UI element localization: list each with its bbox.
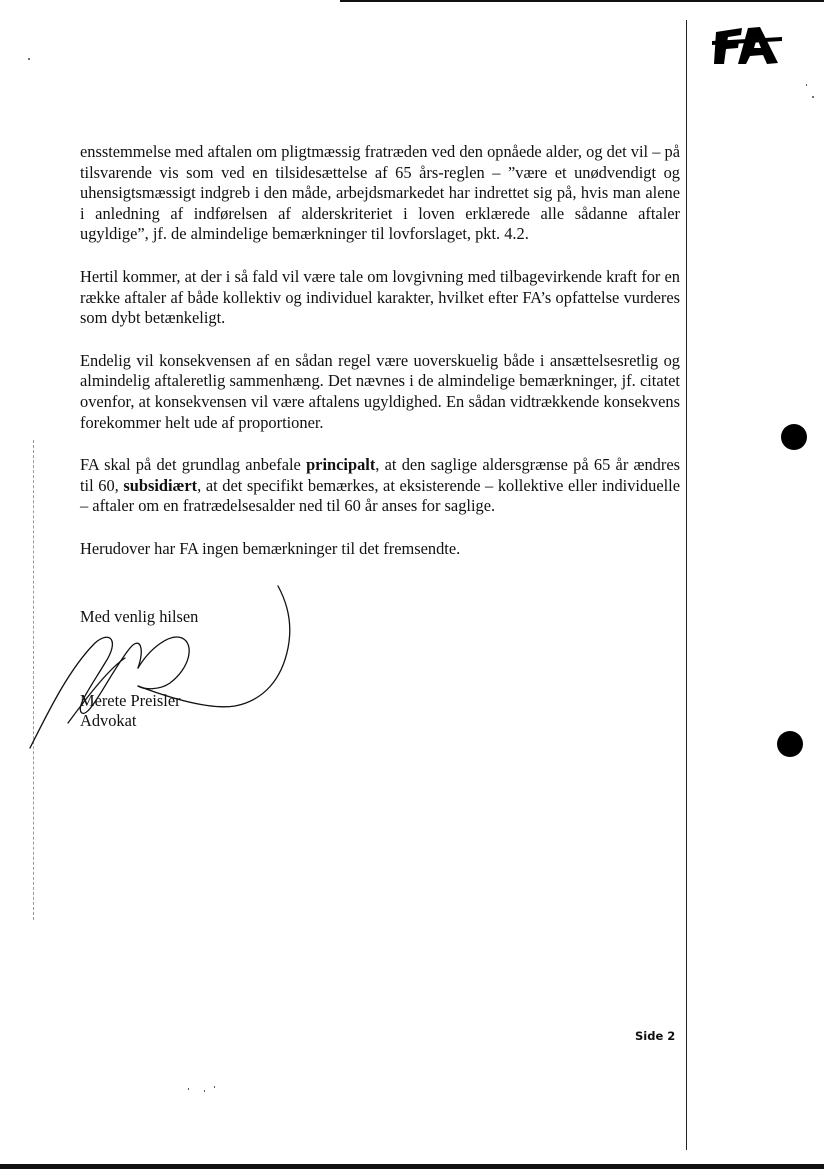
signatory-name: Merete Preisler — [80, 691, 181, 710]
recommendation-paragraph: FA skal på det grundlag anbefale principalt, at den saglige aldersgrænse på 65 år ændres til 60, subsidiært, at det specifikt bemærkes, at eksisterende – kollektive eller individuelle – aftaler om en fratrædelsesalder ned til 60 år anses for saglige. — [80, 455, 680, 516]
scan-speck — [188, 1088, 189, 1090]
bottom-border-line — [0, 1164, 824, 1169]
paragraph: Endelig vil konsekvensen af en sådan regel være uoverskuelig både i ansættelsesretlig og almindelig aftaleretlig sammenhæng. Det nævnes i de almindelige bemærkninger, jf. citatet ovenfor, at konsekvensen vil være aftalens ugyldighed. En sådan vidtrækkende konsekvens forekommer helt ude af proportioner. — [80, 350, 680, 432]
paragraph: Hertil kommer, at der i så fald vil være tale om lovgivning med tilbagevirkende kraft for en række aftaler af både kollektiv og individuel karakter, hvilket efter FA’s opfattelse vurderes som dybt betænkeligt. — [80, 266, 680, 328]
punch-hole — [781, 424, 807, 450]
letter-body — [80, 142, 680, 582]
principal-term: principalt — [306, 455, 376, 475]
punch-hole — [777, 731, 803, 757]
scan-speck — [812, 96, 814, 98]
top-border-line — [340, 0, 824, 2]
paragraph: Herudover har FA ingen bemærkninger til det fremsendte. — [80, 538, 461, 558]
right-margin-line — [686, 20, 687, 1150]
scan-speck — [214, 1086, 215, 1088]
scan-speck — [806, 84, 807, 86]
signatory-title: Advokat — [80, 711, 137, 730]
closing-salutation: Med venlig hilsen — [80, 607, 199, 626]
handwritten-signature — [20, 578, 320, 758]
subsidiary-term: subsidiært — [123, 475, 198, 495]
paragraph: ensstemmelse med aftalen om pligtmæssig fratræden ved den opnåede alder, og det vil – på tilsvarende vis som ved en tilsidesættelse af 65 års-reglen – ”være et unødvendigt og uhensigtsmæssigt indgreb i den måde, arbejdsmarkedet har indrettet sig på, hvis man alene i anledning af indførelsen af alderskriteriet i loven erklærede alle sådanne aftaler ugyldige”, jf. de almindelige bemærkninger til lovforslaget, pkt. 4.2. — [80, 142, 680, 244]
fa-logo — [712, 22, 792, 66]
scan-speck — [28, 58, 30, 60]
page-number: Side 2 — [635, 1029, 676, 1043]
scan-speck — [204, 1090, 205, 1092]
